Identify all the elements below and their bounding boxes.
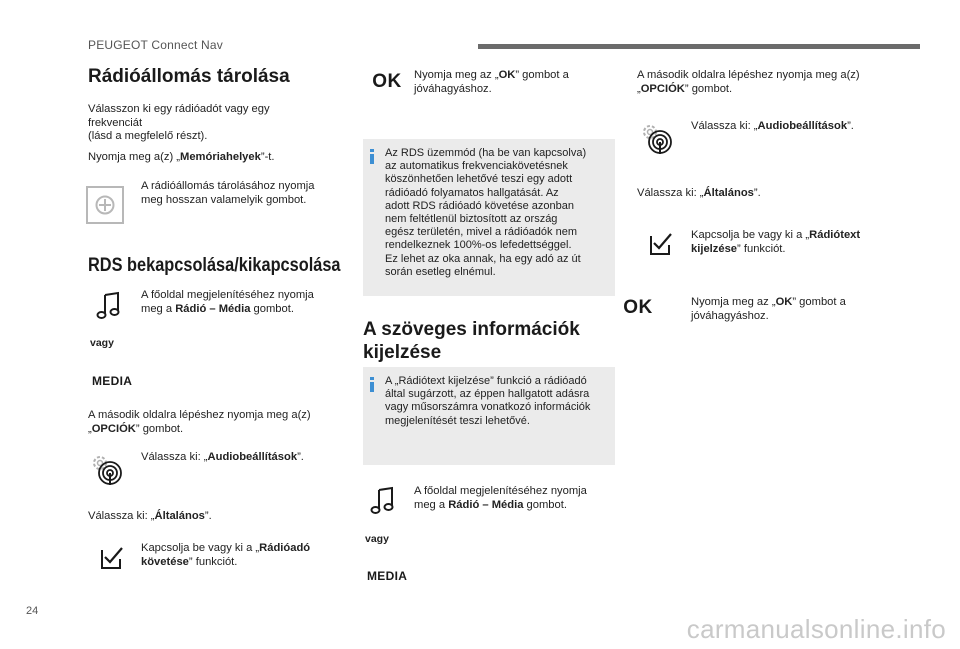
rds-keyword: követése xyxy=(141,555,189,568)
media-button-label: MEDIA xyxy=(92,374,133,388)
audio-settings-icon xyxy=(640,122,674,156)
rds-info-note xyxy=(363,139,615,296)
text-line: frekvenciát xyxy=(88,116,143,129)
text-fragment: Nyomja meg az „ xyxy=(414,69,499,81)
text-fragment: meg a xyxy=(141,302,176,315)
rds-toggle-step-text xyxy=(141,542,351,569)
radio-media-keyword: Rádió – Média xyxy=(448,498,524,511)
text-fragment: meg a xyxy=(414,498,449,511)
note-line: vagy műsorszámra vonatkozó információk xyxy=(385,401,591,414)
radiotext-keyword: kijelzése xyxy=(691,242,738,255)
text-fragment: Kapcsolja be vagy ki a „ xyxy=(141,542,260,554)
music-note-icon xyxy=(370,486,396,516)
text-line: A főoldal megjelenítéséhez nyomja xyxy=(141,289,314,301)
text-line: jóváhagyáshoz. xyxy=(414,82,492,95)
select-station-paragraph xyxy=(88,103,338,144)
options-keyword: OPCIÓK xyxy=(640,82,685,95)
note-line: rendelkeznek 100%-os lefedettséggel. xyxy=(385,239,572,252)
general-paragraph xyxy=(88,510,338,524)
general-keyword: Általános xyxy=(154,510,205,522)
text-fragment: „ xyxy=(637,82,641,95)
text-fragment: ” gombot. xyxy=(135,422,184,435)
text-line: Válasszon ki egy rádióadót vagy egy xyxy=(88,103,270,115)
ok-icon: OK xyxy=(623,297,653,318)
text-fragment: ” gombot. xyxy=(684,82,733,95)
watermark: carmanualsonline.info xyxy=(686,614,946,644)
radiotext-info-note xyxy=(363,367,615,465)
note-line: Az RDS üzemmód (ha be van kapcsolva) xyxy=(385,147,587,159)
title-line: A szöveges információk xyxy=(363,319,580,340)
text-fragment: ” funkciót. xyxy=(737,242,786,255)
audio-settings-icon xyxy=(90,453,124,487)
text-fragment: gombot. xyxy=(250,302,294,315)
text-fragment: ”-t. xyxy=(260,151,275,163)
text-fragment: Válassza ki: „ xyxy=(637,187,704,199)
text-fragment: „ xyxy=(88,422,92,435)
ok-step-text xyxy=(414,69,614,96)
general-keyword: Általános xyxy=(703,187,754,199)
general-paragraph xyxy=(637,187,887,201)
memory-keyword: Memóriahelyek xyxy=(180,151,261,163)
options-paragraph xyxy=(88,409,348,436)
audio-settings-keyword: Audiobeállítások xyxy=(207,451,298,463)
music-note-icon xyxy=(96,291,122,321)
text-fragment: Nyomja meg az „ xyxy=(691,296,776,308)
media-button-label: MEDIA xyxy=(367,569,408,583)
text-fragment: Válassza ki: „ xyxy=(141,451,208,463)
info-icon xyxy=(370,377,374,391)
options-keyword: OPCIÓK xyxy=(91,422,136,435)
note-line: nem feltétlenül biztosított az ország xyxy=(385,213,558,226)
audio-settings-keyword: Audiobeállítások xyxy=(757,120,848,132)
text-line: A második oldalra lépéshez nyomja meg a(z) xyxy=(637,69,860,81)
text-fragment: gombot. xyxy=(523,498,567,511)
text-line: A második oldalra lépéshez nyomja meg a(z) xyxy=(88,409,311,421)
or-label: vagy xyxy=(90,337,114,349)
radiotext-keyword: Rádiótext xyxy=(809,229,861,241)
note-line: által sugárzott, az éppen hallgatott adásra xyxy=(385,388,590,401)
text-fragment: ”. xyxy=(753,187,761,199)
note-line: során esetleg elnémul. xyxy=(385,265,496,278)
text-fragment: ”. xyxy=(204,510,212,522)
text-line: A főoldal megjelenítéséhez nyomja xyxy=(414,485,587,497)
checkbox-icon xyxy=(100,546,124,570)
text-fragment: ”. xyxy=(297,451,304,463)
options-paragraph xyxy=(637,69,897,96)
home-step-text xyxy=(414,485,624,512)
header-bar xyxy=(478,44,920,49)
note-line: köszönhetően lehetővé teszi egy adott xyxy=(385,173,573,186)
text-fragment: ” gombot a xyxy=(792,296,846,308)
text-fragment: Kapcsolja be vagy ki a „ xyxy=(691,229,810,241)
text-line: jóváhagyáshoz. xyxy=(691,309,769,322)
text-fragment: Válassza ki: „ xyxy=(88,510,155,522)
add-button-icon xyxy=(86,186,124,224)
note-line: Ez lehet az oka annak, ha egy adó az út xyxy=(385,252,581,265)
note-line: egész területén, mivel a rádióadók nem xyxy=(385,226,577,239)
text-fragment: ” funkciót. xyxy=(188,555,238,568)
text-line: meg hosszan valamelyik gombot. xyxy=(141,193,307,206)
section-title-rds: RDS bekapcsolása/kikapcsolása xyxy=(88,255,341,276)
text-line: (lásd a megfelelő részt). xyxy=(88,130,208,143)
text-line: A rádióállomás tárolásához nyomja xyxy=(141,180,315,192)
ok-icon: OK xyxy=(372,71,402,92)
section-title-store-station: Rádióállomás tárolása xyxy=(88,66,290,87)
checkbox-icon xyxy=(649,232,673,256)
page-number: 24 xyxy=(26,605,39,617)
note-line: adott RDS rádióadó követése azonban xyxy=(385,199,574,212)
text-fragment: Válassza ki: „ xyxy=(691,120,758,132)
section-title-radiotext xyxy=(363,318,613,364)
ok-keyword: OK xyxy=(498,69,516,81)
store-step-text xyxy=(141,180,341,207)
rds-keyword: Rádióadó xyxy=(259,542,311,554)
title-line: kijelzése xyxy=(363,342,442,363)
header-title: PEUGEOT Connect Nav xyxy=(88,38,223,52)
radio-media-keyword: Rádió – Média xyxy=(175,302,251,315)
text-fragment: ” gombot a xyxy=(515,69,569,81)
radiotext-toggle-step-text xyxy=(691,229,901,256)
home-step-text xyxy=(141,289,351,316)
text-fragment: ”. xyxy=(847,120,854,132)
info-icon xyxy=(370,149,374,163)
note-line: rádióadó folyamatos hallgatását. Az xyxy=(385,186,559,199)
ok-keyword: OK xyxy=(775,296,793,308)
note-line: A „Rádiótext kijelzése” funkció a rádióadó xyxy=(385,375,587,387)
memory-paragraph xyxy=(88,151,338,165)
ok-step-text xyxy=(691,296,891,323)
or-label: vagy xyxy=(365,533,389,545)
note-line: az automatikus frekvenciakövetésnek xyxy=(385,160,568,173)
audio-step-text xyxy=(691,120,901,134)
text-fragment: Nyomja meg a(z) „ xyxy=(88,151,181,163)
note-line: megjelenítését teszi lehetővé. xyxy=(385,414,530,427)
audio-step-text xyxy=(141,451,351,465)
